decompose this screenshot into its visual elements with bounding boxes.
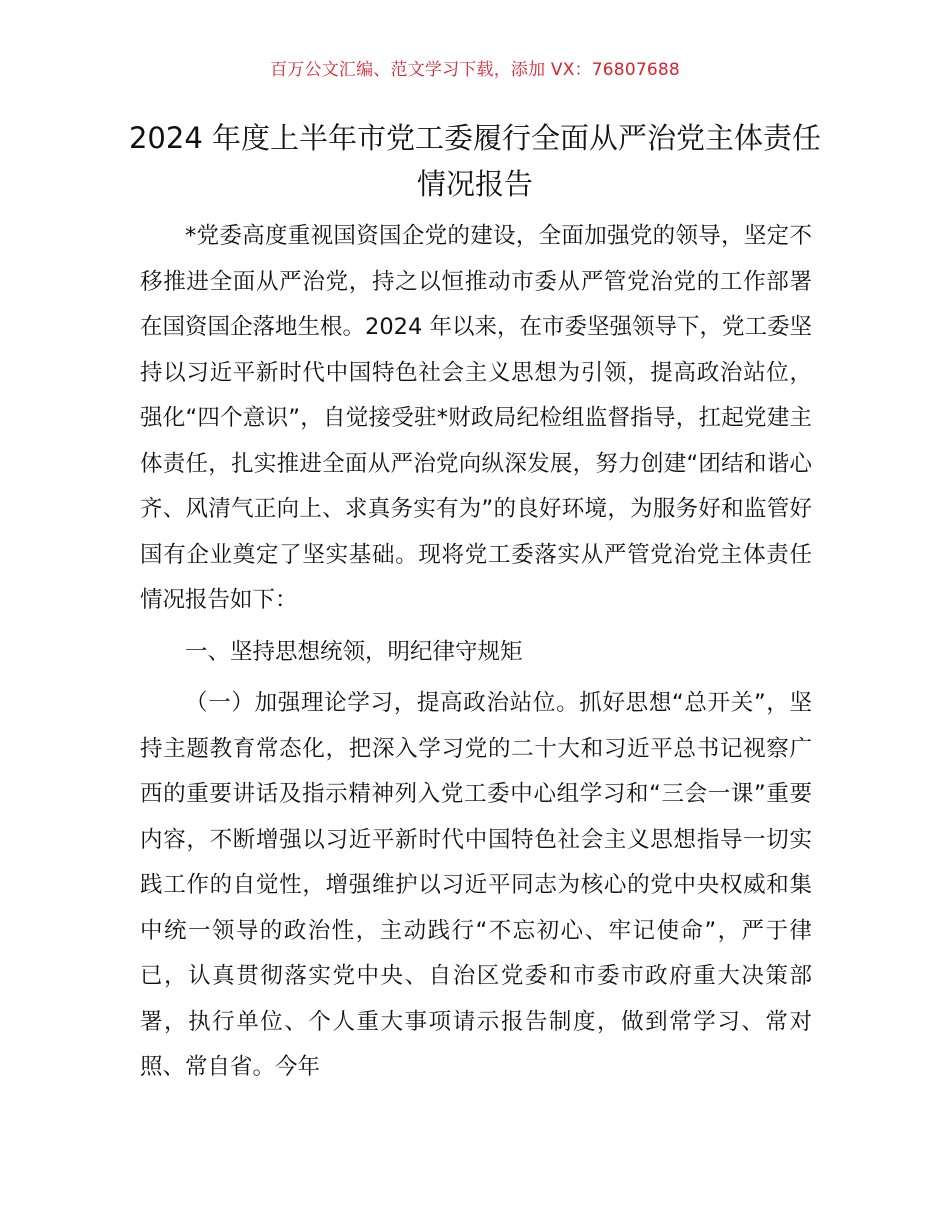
section-1-item-1-paragraph: （一）加强理论学习，提高政治站位。抓好思想“总开关”，坚持主题教育常态化，把深入学习党的二十大和习近平总书记视察广西的重要讲话及指示精神列入党工委中心组学习和“三会一课”重要内容，不断增强以习近平新时代中国特色社会主义思想指导一切实践工作的自觉性，增强维护以习近平同志为核心的党中央权威和集中统一领导的政治性，主动践行“不忘初心、牢记使命”，严于律已，认真贯彻落实党中央、自治区党委和市委市政府重大决策部署，执行单位、个人重大事项请示报告制度，做到常学习、常对照、常自省。今年 [140,690,812,1080]
document-title: 2024 年度上半年市党工委履行全面从严治党主体责任情况报告 [128,121,822,201]
section-heading-1: 一、坚持思想统领，明纪律守规矩 [185,638,523,665]
intro-paragraph: *党委高度重视国资国企党的建设，全面加强党的领导，坚定不移推进全面从严治党，持之以恒推动市委从严管党治党的工作部署在国资国企落地生根。2024 年以来，在市委坚强领导下，党工委坚持以习近平新时代中国特色社会主义思想为引领，提高政治站位，强化“四个意识”，自觉接受驻*财政局纪检组监督指导，扛起党建主体责任，扎实推进全面从严治党向纵深发展，努力创建“团结和谐心齐、风清气正向上、求真务实有为”的良好环境，为服务好和监管好国有企业奠定了坚实基础。现将党工委落实从严管党治党主体责任情况报告如下： [140,223,812,613]
header-watermark-note: 百万公文汇编、范文学习下载，添加 VX：76807688 [270,60,680,80]
document-body [140,214,812,1091]
